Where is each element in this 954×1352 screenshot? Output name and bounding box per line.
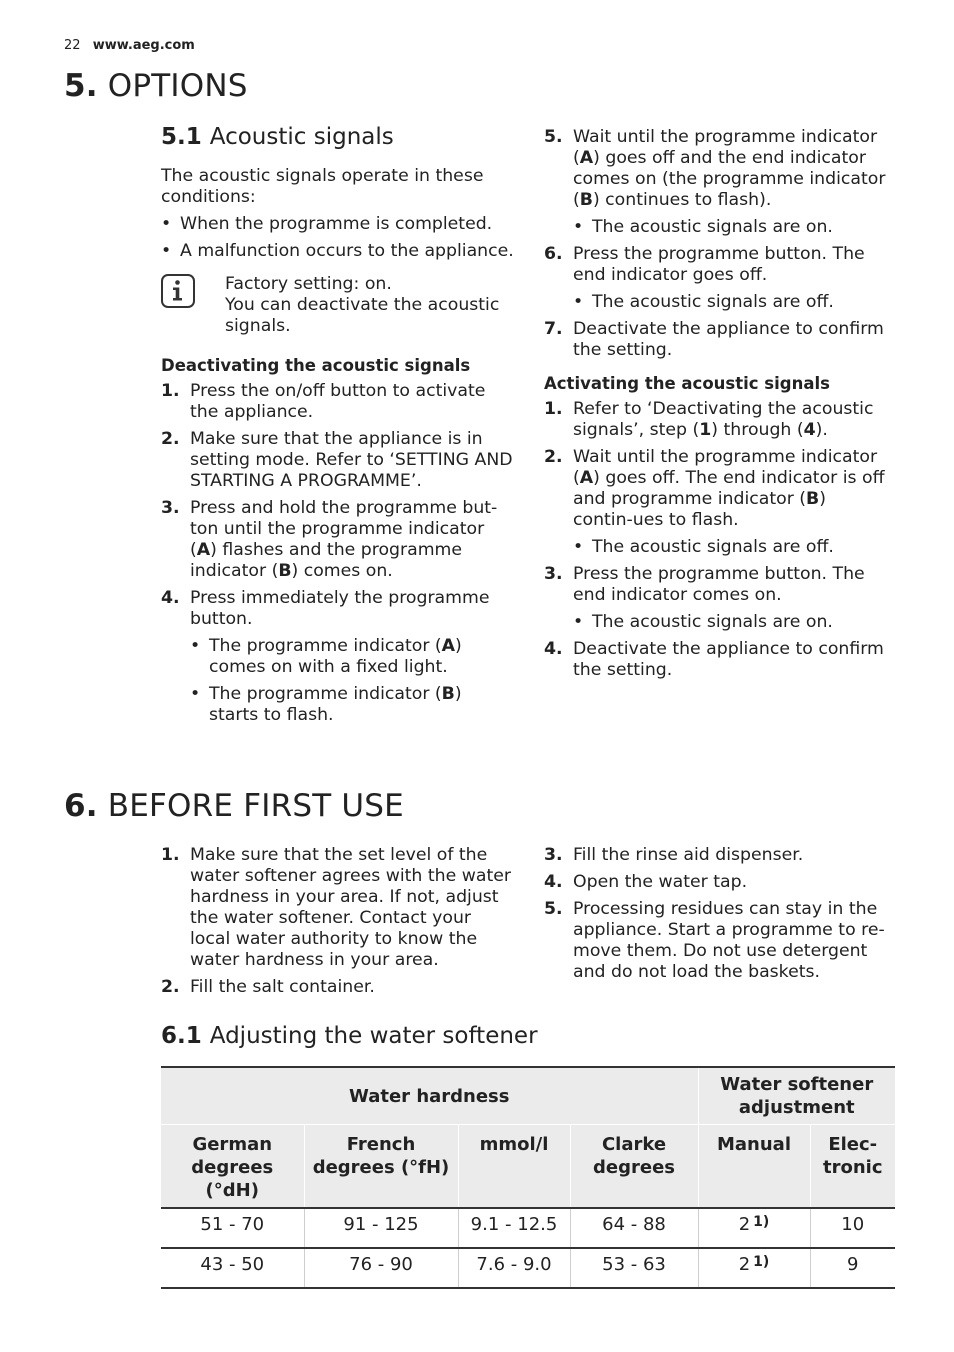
step-item: 2. Fill the salt container. — [161, 977, 375, 997]
table-group-header: Water softener adjustment — [698, 1067, 895, 1125]
table-cell: 91 - 125 — [304, 1208, 458, 1248]
table-cell: 51 - 70 — [200, 1214, 265, 1235]
section-number: 6.1 — [161, 1023, 202, 1049]
table-column-header: Manual — [698, 1125, 810, 1209]
table-group-header: Water hardness — [161, 1067, 698, 1125]
site-url: www.aeg.com — [92, 38, 195, 53]
step-item: 3. Press the programme button. The end indicator comes on. — [544, 564, 865, 605]
chapter-title: OPTIONS — [107, 68, 248, 104]
table-cell: 2 $^{1)}$ — [698, 1208, 810, 1248]
chapter-number: 5. — [64, 68, 98, 104]
right-column-acoustic — [544, 127, 889, 681]
left-column-acoustic — [161, 166, 516, 726]
list-item: • The acoustic signals are off. — [573, 292, 834, 312]
list-item: • The acoustic signals are on. — [573, 612, 833, 632]
subheading-activating: Activating the acoustic signals — [544, 374, 830, 393]
list-item: • The programme indicator (B) starts to flash. — [190, 684, 462, 725]
step-item: 3. Fill the rinse aid dispenser. — [544, 845, 804, 865]
list-item: • The acoustic signals are off. — [573, 537, 834, 557]
step-item: 4. Open the water tap. — [544, 872, 748, 892]
table-cell: 9 — [810, 1248, 895, 1288]
step-item: 1. Make sure that the set level of the water softener agrees with the water hardness in your area. If not, adjust the water softener. Contact your local water authority to know the water hardness in your area. — [161, 845, 511, 970]
table-cell: 7.6 - 9.0 — [458, 1248, 570, 1288]
page-header — [64, 38, 195, 53]
step-item: 4. Press immediately the programme button. — [161, 588, 490, 629]
chapter-number: 6. — [64, 788, 98, 824]
info-line: You can deactivate the acoustic signals. — [225, 295, 500, 336]
water-hardness-table — [161, 1066, 895, 1289]
table-cell: 76 - 90 — [304, 1248, 458, 1288]
section-number: 5.1 — [161, 124, 202, 150]
step-item: 7. Deactivate the appliance to confirm the setting. — [544, 319, 884, 360]
intro-text: The acoustic signals operate in these conditions: — [161, 166, 484, 207]
table-cell: 2 $^{1)}$ — [698, 1248, 810, 1288]
list-item: • The acoustic signals are on. — [573, 217, 833, 237]
right-column-first-use — [544, 845, 889, 983]
step-item: 2. Make sure that the appliance is in setting mode. Refer to ‘SETTING AND STARTING A PROGRAMME’. — [161, 429, 513, 491]
step-item: 4. Deactivate the appliance to confirm the setting. — [544, 639, 884, 680]
table-cell: 64 - 88 — [570, 1208, 698, 1248]
table-cell: 43 - 50 — [200, 1254, 265, 1275]
info-icon — [161, 274, 195, 308]
section-title-water-softener — [161, 1023, 538, 1049]
footnote-marker: 1) — [753, 1214, 770, 1230]
step-item: 3. Press and hold the programme but-ton until the programme indicator (A) flashes and the programme indicator (B) comes on. — [161, 498, 498, 581]
info-line: Factory setting: on. — [225, 274, 392, 294]
subheading-deactivating: Deactivating the acoustic signals — [161, 356, 471, 375]
table-column-header: French degrees (°fH) — [304, 1125, 458, 1209]
step-item: 2. Wait until the programme indicator (A) goes off. The end indicator is off and programme indicator (B) contin-ues to flash. — [544, 447, 885, 530]
table-column-header: Elec-tronic — [810, 1125, 895, 1209]
chapter-title-options — [64, 68, 248, 104]
footnote-marker: 1) — [753, 1254, 770, 1270]
section-title-acoustic-signals — [161, 124, 394, 150]
table-cell: 10 — [810, 1208, 895, 1248]
list-item: • When the programme is completed. — [161, 214, 493, 234]
list-item: • A malfunction occurs to the appliance. — [161, 241, 514, 261]
list-item: • The programme indicator (A) comes on with a fixed light. — [190, 636, 462, 677]
table-column-header: German degrees (°dH) — [161, 1125, 304, 1209]
section-title: Adjusting the water softener — [209, 1023, 538, 1049]
info-note — [161, 274, 516, 337]
table-row — [161, 1208, 895, 1248]
table-cell: 9.1 - 12.5 — [458, 1208, 570, 1248]
left-column-first-use — [161, 845, 516, 998]
chapter-title-before-first-use — [64, 788, 404, 824]
step-item: 1. Refer to ‘Deactivating the acoustic signals’, step (1) through (4). — [544, 399, 874, 440]
step-item: 5. Processing residues can stay in the appliance. Start a programme to re-move them. Do not use detergent and do not load the baskets. — [544, 899, 885, 982]
step-sublist — [161, 636, 516, 726]
step-item: 5. Wait until the programme indicator (A) goes off and the end indicator comes on (the programme indicator (B) continues to flash). — [544, 127, 886, 210]
table-cell: 53 - 63 — [570, 1248, 698, 1288]
page-number: 22 — [64, 38, 81, 53]
table-column-header: Clarke degrees — [570, 1125, 698, 1209]
section-title: Acoustic signals — [209, 124, 394, 150]
table-row — [161, 1248, 895, 1288]
table-column-header: mmol/l — [458, 1125, 570, 1209]
step-item: 1. Press the on/off button to activate the appliance. — [161, 381, 486, 422]
chapter-title: BEFORE FIRST USE — [107, 788, 404, 824]
step-item: 6. Press the programme button. The end indicator goes off. — [544, 244, 865, 285]
